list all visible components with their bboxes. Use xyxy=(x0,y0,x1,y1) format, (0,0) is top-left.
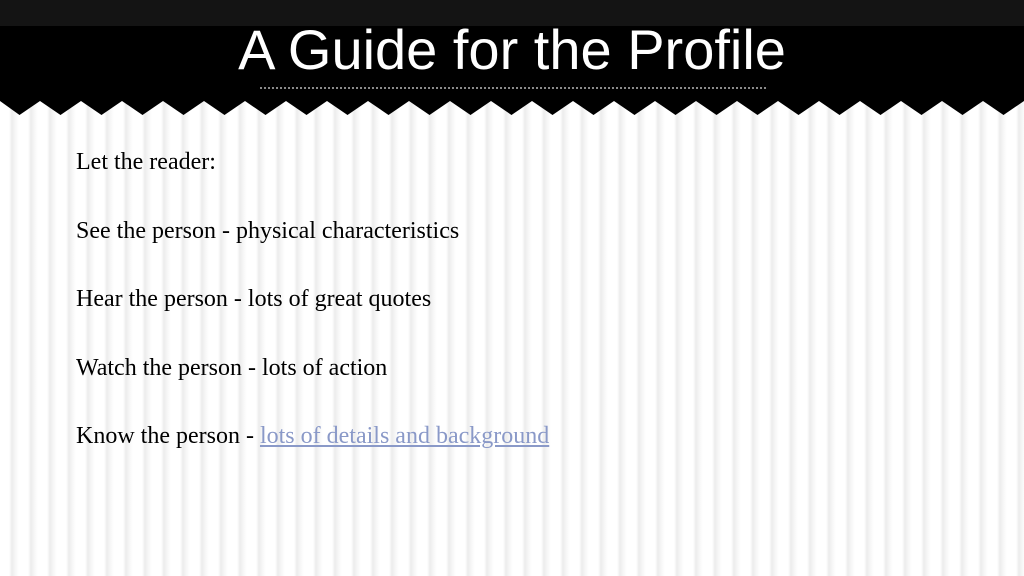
body-line-intro xyxy=(76,144,956,213)
body-line-text: Watch the person - lots of action xyxy=(76,354,388,381)
body-line-text: See the person - physical characteristics xyxy=(76,217,460,244)
body-line-text: Hear the person - lots of great quotes xyxy=(76,286,432,312)
slide-body xyxy=(76,144,956,487)
slide-title: A Guide for the Profile xyxy=(238,18,786,81)
body-line-see xyxy=(76,213,956,282)
body-line-know xyxy=(76,418,956,487)
body-line-watch xyxy=(76,350,956,419)
details-background-link[interactable]: lots of details and background xyxy=(259,423,550,449)
title-dotted-divider xyxy=(260,87,766,89)
body-line-hear xyxy=(76,281,956,350)
body-line-text: Let the reader: xyxy=(76,149,216,175)
body-line-text: Know the person - xyxy=(76,423,260,449)
slide-header xyxy=(0,0,1024,116)
